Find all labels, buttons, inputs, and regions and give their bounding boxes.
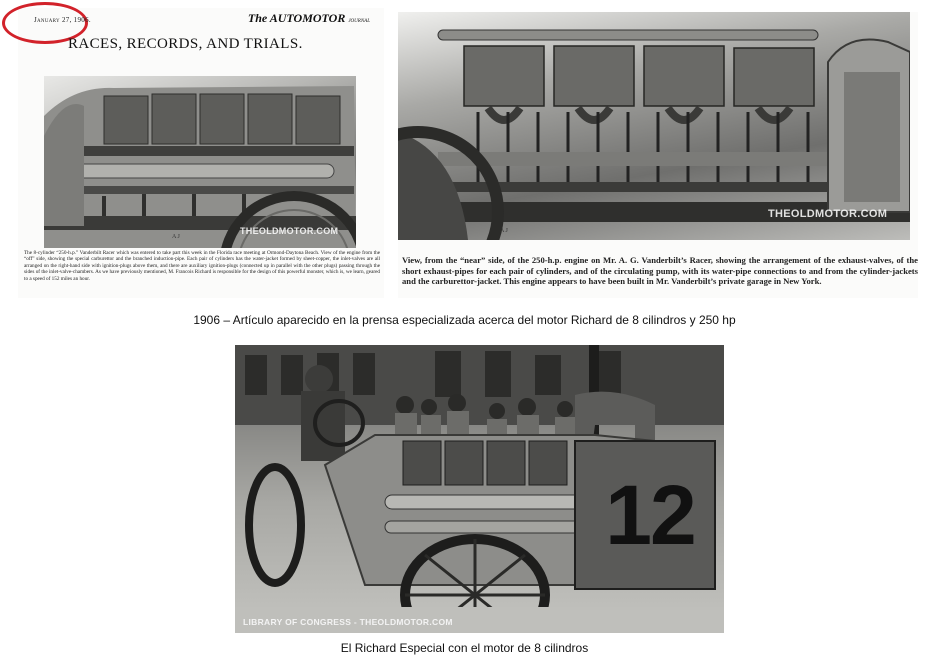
photo-initials: A J xyxy=(500,228,508,234)
clipping-caption-right: View, from the “near” side, of the 250-h.p. engine on Mr. A. G. Vanderbilt’s Racer, showing the arrangement of the exhaust-valves, of the short exhaust-pipes for each pair of cylinders, and of the circulating pump, with its water-pipe connections to and from the cylinder-jackets and the carburettor-jacket. This engine appears to have been built in Mr. Vanderbilt’s private garage in New York. xyxy=(402,255,918,287)
newspaper-clipping-right xyxy=(398,12,918,298)
watermark: THEOLDMOTOR.COM xyxy=(768,208,888,220)
newspaper-clipping-left xyxy=(18,8,384,298)
engine-photo-near-side xyxy=(398,12,910,240)
photo-initials: A J xyxy=(172,234,180,240)
caption-photo: El Richard Especial con el motor de 8 cilindros xyxy=(340,641,589,655)
journal-masthead xyxy=(248,11,370,26)
engine-illustration xyxy=(398,12,910,240)
race-number: 12 xyxy=(605,468,695,562)
clipping-headline: RACES, RECORDS, AND TRIALS. xyxy=(68,36,303,52)
watermark: THEOLDMOTOR.COM xyxy=(240,226,339,236)
caption-article: 1906 – Artículo aparecido en la prensa especializada acerca del motor Richard de 8 cilindros y 250 hp xyxy=(193,313,736,327)
masthead-title: The AUTOMOTOR xyxy=(247,11,346,25)
engine-photo-off-side xyxy=(44,76,356,248)
clipping-date: January 27, 1906. xyxy=(34,16,91,24)
clipping-caption-left: The 8-cylinder “250-h.p.” Vanderbilt Racer which was entered to take part this week in the Florida race meeting at Ormond-Daytona Beach. View of the engine from the “off” side, showing the special carburettor and the branched induction-pipe. Each pair of cylinders has the water-jacket formed by sheet-copper, the inlet-valves are all arranged on the right-hand side with ignition-plugs above them, and there are auxiliary ignition-plugs (connected up in parallel with the other plugs) passing through the sides of the inlet-valve-chambers. As we have previously mentioned, M. Francois Richard is responsible for the design of this powerful monster, which is, we learn, geared to a speed of 152 miles an hour. xyxy=(24,250,380,282)
watermark: LIBRARY OF CONGRESS - THEOLDMOTOR.COM xyxy=(243,617,453,627)
masthead-subtitle: JOURNAL xyxy=(348,19,370,24)
engine-illustration xyxy=(44,76,356,248)
richard-special-photo xyxy=(235,345,724,633)
